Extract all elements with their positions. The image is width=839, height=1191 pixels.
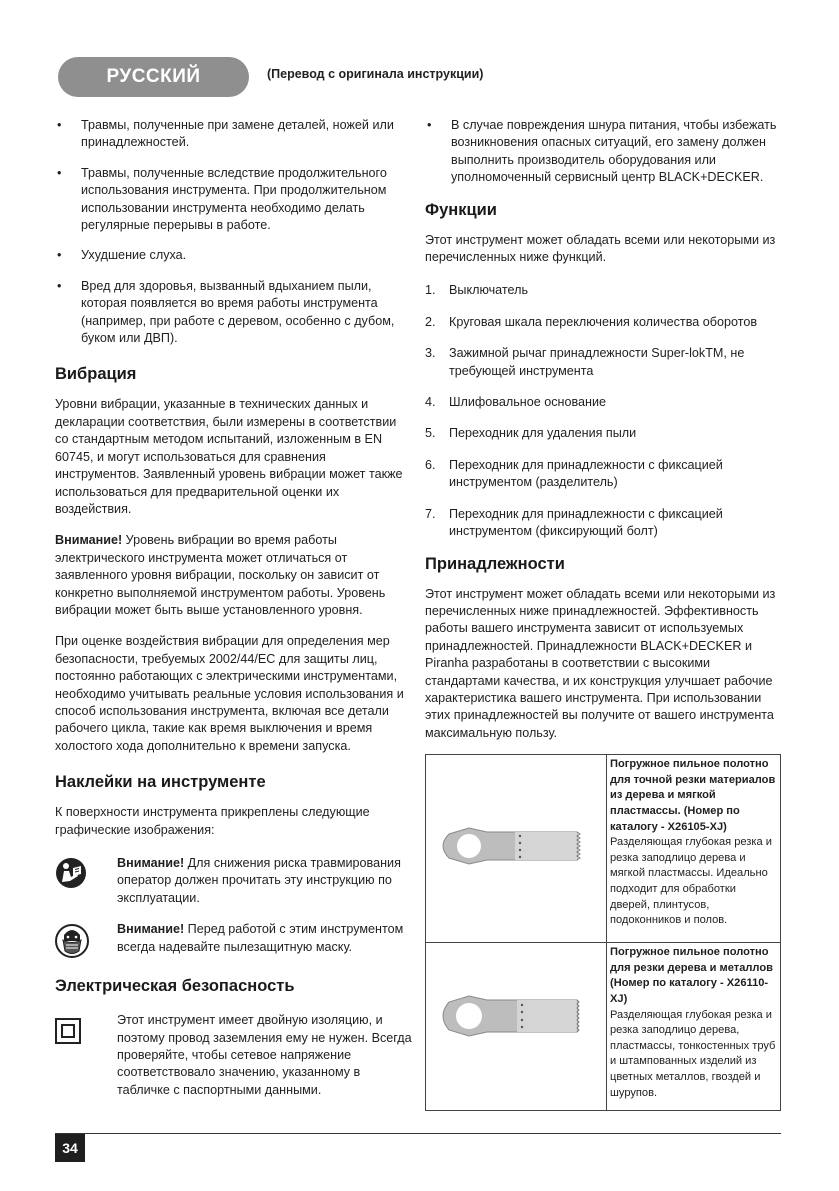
- item-number: 1.: [425, 283, 436, 298]
- bullet-icon: •: [57, 165, 62, 180]
- table-row: [426, 755, 781, 943]
- warning-text: Уровень вибрации во время работы электрического инструмента может отличаться от заявленного уровня вибрации, поскольку он зависит от конкретно выполняемой инструментом работы. Уровень вибрации может быть выше установленного уровня.: [55, 533, 386, 617]
- double-insulation-icon: [55, 1012, 117, 1099]
- list-item-text: Ухудшение слуха.: [81, 248, 187, 263]
- item-number: 4.: [425, 395, 436, 410]
- blade-title: Погружное пильное полотно для точной резки материалов из дерева и мягкой пластмассы. (Номер по каталогу - X26105-XJ): [610, 758, 776, 833]
- label-dust-mask: [55, 921, 413, 959]
- item-number: 6.: [425, 457, 436, 472]
- metal-blade-icon: [427, 944, 605, 1104]
- footer-divider: [55, 1133, 781, 1134]
- electrical-heading: Электрическая безопасность: [55, 977, 295, 996]
- item-text: Выключатель: [449, 283, 529, 298]
- bullet-icon: •: [57, 248, 62, 263]
- warning-text: Для снижения риска травмирования оператор должен прочитать эту инструкцию по эксплуатации.: [117, 856, 401, 905]
- functions-heading: Функции: [425, 200, 497, 219]
- electrical-text: Этот инструмент имеет двойную изоляцию, и поэтому провод заземления ему не нужен. Всегда проверяйте, чтобы сетевое напряжение соответствовало значению, указанному в табличке с паспортными данными.: [117, 1013, 412, 1097]
- warning-label: Внимание!: [117, 856, 185, 870]
- item-text: Шлифовальное основание: [449, 395, 607, 410]
- read-manual-icon: [55, 855, 117, 907]
- item-text: Переходник для принадлежности с фиксацией инструментом (фиксирующий болт): [449, 506, 723, 539]
- bullet-icon: •: [57, 118, 62, 132]
- wood-blade-icon: [427, 756, 605, 936]
- vibration-heading: Вибрация: [55, 365, 137, 384]
- left-column: [55, 117, 413, 1113]
- vibration-warning: [55, 532, 413, 619]
- functions-list: [425, 282, 781, 540]
- item-text: Круговая шкала переключения количества оборотов: [449, 314, 758, 329]
- blade-description: Разделяющая глубокая резка и резка заподлицо дерева и мягкой пластмассы. Идеально подходит для обработки дверей, плинтусов, подоконников и полов.: [610, 836, 772, 927]
- list-item-text: Травмы, полученные вследствие продолжительного использования инструмента. При продолжительном использовании инструмента необходимо делать регулярные перерывы в работе.: [81, 165, 387, 233]
- double-insulation-note: [55, 1012, 413, 1099]
- list-item: [425, 282, 781, 299]
- dust-mask-icon: [55, 921, 117, 959]
- cord-warning-list: [425, 117, 781, 187]
- bullet-icon: •: [427, 118, 432, 132]
- list-item: [425, 345, 781, 380]
- warning-label: Внимание!: [117, 922, 185, 937]
- labels-heading: Наклейки на инструменте: [55, 773, 266, 792]
- risk-list: [55, 117, 413, 347]
- label-text: [117, 855, 413, 907]
- item-text: Зажимной рычаг принадлежности Super-lokTM, не требующей инструмента: [449, 346, 745, 378]
- functions-intro: Этот инструмент может обладать всеми или некоторыми из перечисленных ниже функций.: [425, 232, 776, 265]
- list-item: [55, 117, 413, 152]
- item-number: 7.: [425, 506, 436, 521]
- table-row: [426, 943, 781, 1111]
- list-item: [425, 314, 781, 331]
- accessories-heading: Принадлежности: [425, 554, 565, 573]
- page-number: 34: [55, 1134, 85, 1162]
- warning-text: Перед работой с этим инструментом всегда надевайте пылезащитную маску.: [117, 922, 404, 954]
- item-number: 5.: [425, 426, 436, 441]
- translation-note: (Перевод с оригинала инструкции): [267, 67, 484, 81]
- list-item: [425, 117, 781, 187]
- item-number: 2.: [425, 314, 436, 329]
- list-item-text: В случае повреждения шнура питания, чтобы избежать возникновения опасных ситуаций, его замену должен выполнить производитель оборудования или уполномоченный сервисный центр BLACK+DECKER.: [451, 118, 777, 185]
- blade-description: Разделяющая глубокая резка и резка заподлицо дерева, пластмассы, тонкостенных труб и штампованных изделий из цветных металлов, гвоздей и шурупов.: [610, 1008, 776, 1099]
- labels-intro: К поверхности инструмента прикреплены следующие графические изображения:: [55, 805, 370, 837]
- list-item: [425, 425, 781, 442]
- label-text: [117, 921, 413, 959]
- vibration-assessment: При оценке воздействия вибрации для определения мер безопасности, требуемых 2002/44/EC для защиты лиц, постоянно работающих с электрическими инструментами, необходимо учитывать реальные условия использования и способ использования инструмента, включая все детали рабочего цикла, такие как время выключения и время холостого хода дополнительно к времени запуска.: [55, 634, 404, 753]
- blade-description-cell: [607, 943, 781, 1111]
- accessories-table: [425, 754, 781, 1111]
- item-number: 3.: [425, 346, 436, 361]
- list-item: [425, 457, 781, 492]
- language-badge: РУССКИЙ: [58, 57, 249, 97]
- item-text: Переходник для удаления пыли: [449, 426, 637, 441]
- warning-label: Внимание!: [55, 533, 123, 548]
- list-item: [55, 247, 413, 264]
- label-read-manual: [55, 855, 413, 907]
- blade-description-cell: [607, 755, 781, 943]
- blade-image-cell: [426, 943, 607, 1111]
- vibration-paragraph: Уровни вибрации, указанные в технических данных и декларации соответствия, были измерены в соответствии со стандартным методом испытаний, изложенным в EN 60745, и могут использоваться для сравнения инструментов. Заявленный уровень вибрации может также использоваться для предварительной оценки их воздействия.: [55, 397, 403, 516]
- bullet-icon: •: [57, 278, 62, 293]
- list-item-text: Травмы, полученные при замене деталей, ножей или принадлежностей.: [81, 118, 394, 150]
- list-item: [425, 506, 781, 541]
- accessories-text: Этот инструмент может обладать всеми или некоторыми из перечисленных ниже принадлежностей. Эффективность работы вашего инструмента зависит от используемых принадлежностей. Принадлежности BLACK+DECKER и Piranha разработаны в соответствии с высокими стандартами качества, и их конструкция улучшает рабочие характеристика вашего инструмента. При использовании этих принадлежностей вы получите от вашего инструмента максимальную пользу.: [425, 586, 776, 740]
- list-item-text: Вред для здоровья, вызванный вдыханием пыли, которая появляется во время работы инструмента (например, при работе с деревом, особенно с дубом, буком или ДВП).: [81, 278, 395, 346]
- list-item: [55, 278, 413, 348]
- item-text: Переходник для принадлежности с фиксацией инструментом (разделитель): [449, 457, 723, 490]
- right-column: [425, 117, 781, 1111]
- blade-title: Погружное пильное полотно для резки дерева и металлов (Номер по каталогу - X26110-XJ): [610, 946, 773, 1005]
- list-item: [55, 165, 413, 235]
- list-item: [425, 394, 781, 411]
- blade-image-cell: [426, 755, 607, 943]
